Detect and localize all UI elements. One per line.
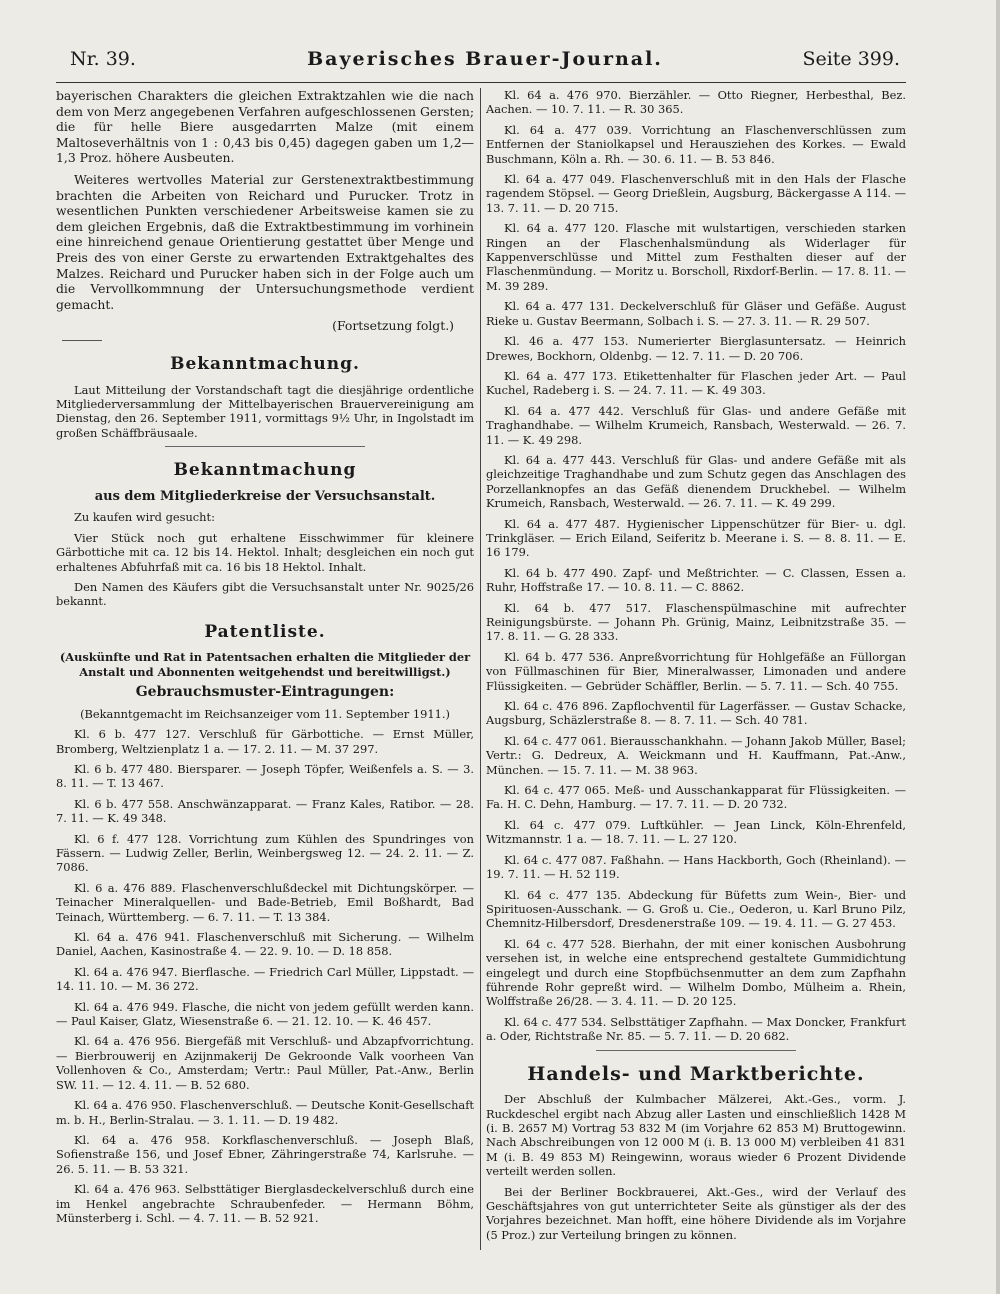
patent-entry: Kl. 64 c. 477 087. Faßhahn. — Hans Hackborth, Goch (Rheinland). — 19. 7. 11. — H. 52 119. [486,852,906,882]
subsection-note: (Bekanntgemacht im Reichsanzeiger vom 11. September 1911.) [80,706,450,721]
patent-entry: Kl. 6 f. 477 128. Vorrichtung zum Kühlen des Spundringes von Fässern. — Ludwig Zeller, Berlin, Weinbergsweg 12. — 24. 2. 11. — Z. 7086. [56,831,474,875]
patent-entry: Kl. 64 a. 476 950. Flaschenverschluß. — Deutsche Konit-Gesellschaft m. b. H., Berlin-Stralau. — 3. 1. 11. — D. 19 482. [56,1098,474,1127]
patent-entry: Kl. 64 a. 476 956. Biergefäß mit Verschluß- und Abzapfvorrichtung. — Bierbrouwerij en Azijnmakerij De Gekroonde Valk voorheen Van Vollenhoven & Co., Amsterdam; Vertr.: Paul Müller, Pat.-Anw., Berlin SW. 11. — 12. 4. 11. — B. 52 680. [56,1034,474,1092]
patent-entry: Kl. 64 c. 477 065. Meß- und Ausschankapparat für Flüssigkeiten. — Fa. H. C. Dehn, Hamburg. — 17. 7. 11. — D. 20 732. [486,783,906,812]
separator [596,1050,796,1051]
article-paragraph: bayerischen Charakters die gleichen Extraktzahlen wie die nach dem von Merz angegebenen Verfahren aufgeschlossenen Gersten; die für helle Biere ausgedarrten Malze (mit einem Maltoseverhältnis von 1 : 0,43 bis 0,45) dagegen gaben um 1,2—1,3 Proz. höhere Ausbeuten. [56,88,474,166]
patent-entry: Kl. 64 a. 477 131. Deckelverschluß für Gläser und Gefäße. August Rieke u. Gustav Beermann, Solbach i. S. — 27. 3. 11. — R. 29 507. [486,299,906,328]
issue-number: Nr. 39. [70,48,136,70]
separator [62,340,102,341]
patent-entry: Kl. 6 a. 476 889. Flaschenverschlußdeckel mit Dichtungskörper. — Teinacher Mineralquellen- und Bade-Betrieb, Emil Boßhardt, Bad Teinach, Württemberg. — 6. 7. 11. — T. 13 384. [56,880,474,924]
patent-entry: Kl. 64 a. 477 487. Hygienischer Lippenschützer für Bier- u. dgl. Trinkgläser. — Erich Eiland, Seiferitz b. Meerane i. S. — 8. 8. 11. — E. 16 179. [486,516,906,560]
patent-entry: Kl. 6 b. 477 480. Biersparer. — Joseph Töpfer, Weißenfels a. S. — 3. 8. 11. — T. 13 467. [56,761,474,791]
patent-entry: Kl. 64 a. 477 443. Verschluß für Glas- und andere Gefäße mit als gleichzeitige Traghandhabe und zum Schutz gegen das Anschlagen des Porzellanknopfes an das Gefäß dienendem Druckhebel. — Wilhelm Krumeich, Ransbach, Westerwald. — 26. 7. 11. — K. 49 299. [486,452,906,511]
patent-entries-left [56,727,474,1225]
section-title: Handels- und Marktberichte. [527,1062,865,1085]
patent-entry: Kl. 64 c. 477 061. Bierausschankhahn. — Johann Jakob Müller, Basel; Vertr.: G. Dedreux, A. Weickmann und H. Kauffmann, Pat.-Anw., München. — 15. 7. 11. — M. 38 963. [486,733,906,777]
patent-entry: Kl. 64 c. 476 896. Zapflochventil für Lagerfässer. — Gustav Schacke, Augsburg, Schäzlerstraße 8. — 8. 7. 11. — Sch. 40 781. [486,699,906,728]
patent-entry: Kl. 64 a. 477 039. Vorrichtung an Flaschenverschlüssen zum Entfernen der Staniolkapsel und Herausziehen des Korkes. — Ewald Buschmann, Köln a. Rh. — 30. 6. 11. — B. 53 846. [486,122,906,166]
patent-entry: Kl. 64 a. 476 963. Selbsttätiger Bierglasdeckelverschluß durch eine im Henkel angebrachte Schraubenfeder. — Hermann Böhm, Münsterberg i. Schl. — 4. 7. 11. — B. 52 921. [56,1182,474,1225]
patent-entries-right [486,88,906,1044]
section-title: Patentliste. [204,621,326,642]
announcement-line: Zu kaufen wird gesucht: [74,510,215,525]
patent-entry: Kl. 64 a. 476 958. Korkflaschenverschluß. — Joseph Blaß, Sofienstraße 156, und Josef Ebner, Zähringerstraße 74, Karlsruhe. — 26. 5. 11. — B. 53 321. [56,1132,474,1176]
patent-entry: Kl. 64 c. 477 534. Selbsttätiger Zapfhahn. — Max Doncker, Frankfurt a. Oder, Richtstraße Nr. 85. — 5. 7. 11. — D. 20 682. [486,1014,906,1044]
trade-report: Der Abschluß der Kulmbacher Mälzerei, Akt.-Ges., vorm. J. Ruckdeschel ergibt nach Abzug aller Lasten und einschließlich 1428 M (i. B. 2657 M) Vortrag 53 832 M (im Vorjahre 62 853 M) Bruttogewinn. Nach Abschreibungen von 12 000 M (i. B. 13 000 M) verbleiben 41 831 M (i. B. 49 853 M) Reingewinn, woraus wieder 6 Prozent Dividende verteilt werden sollen. [486,1092,906,1179]
announcement-text: Laut Mitteilung der Vorstandschaft tagt die diesjährige ordentliche Mitgliederversammlung der Mittelbayerischen Brauervereinigung am Dienstag, den 26. September 1911, vormittags 9½ Uhr, in Ingolstadt im großen Schäffbräusaale. [56,382,474,440]
patent-entry: Kl. 64 a. 476 970. Bierzähler. — Otto Riegner, Herbesthal, Bez. Aachen. — 10. 7. 11. — R. 30 365. [486,88,906,117]
announcement-text: Den Namen des Käufers gibt die Versuchsanstalt unter Nr. 9025/26 bekannt. [56,579,474,609]
separator [165,446,365,447]
patent-entry: Kl. 64 c. 477 135. Abdeckung für Büfetts zum Wein-, Bier- und Spirituosen-Ausschank. — G. Groß u. Cie., Oederon, u. Karl Bruno Pilz, Chemnitz-Hilbersdorf, Dresdenerstraße 109. — 19. 4. 11. — G. 27 453. [486,887,906,931]
patent-entry: Kl. 64 b. 477 517. Flaschenspülmaschine mit aufrechter Reinigungsbürste. — Johann Ph. Grünig, Mainz, Leibnitzstraße 35. — 17. 8. 11. — G. 28 333. [486,600,906,644]
patent-entry: Kl. 64 a. 476 947. Bierflasche. — Friedrich Carl Müller, Lippstadt. — 14. 11. 10. — M. 36 272. [56,964,474,994]
patent-entry: Kl. 64 a. 477 442. Verschluß für Glas- und andere Gefäße mit Traghandhabe. — Wilhelm Krumeich, Ransbach, Westerwald. — 26. 7. 11. — K. 49 298. [486,403,906,447]
column-divider [480,88,481,1250]
article-paragraph: Weiteres wertvolles Material zur Gerstenextraktbestimmung brachten die Arbeiten von Reichard und Purucker. Trotz in wesentlichen Punkten verschiedener Arbeitsweise kamen sie zu dem gleichen Ergebnis, daß die Extraktbestimmung im vorhinein eine hinreichend genaue Orientierung gestattet über Menge und Preis des von einer Gerste zu erwartenden Extraktgehaltes des Malzes. Reichard und Purucker haben sich in der Folge auch um die Vervollkommnung der Untersuchungsmethode verdient gemacht. [56,171,474,312]
patent-entry: Kl. 64 a. 477 120. Flasche mit wulstartigen, verschieden starken Ringen an der Flaschenhalsmündung als Widerlager für Kappenverschlüsse und Mittel zum Festhalten dieser auf der Flaschenmündung. — Moritz u. Borscholl, Rixdorf-Berlin. — 17. 8. 11. — M. 39 289. [486,221,906,293]
page-number: Seite 399. [802,48,900,70]
patent-entry: Kl. 64 a. 476 941. Flaschenverschluß mit Sicherung. — Wilhelm Daniel, Aachen, Kasinostraße 4. — 22. 9. 10. — D. 18 858. [56,930,474,959]
announcement-text: Vier Stück noch gut erhaltene Eisschwimmer für kleinere Gärbottiche mit ca. 12 bis 14. Hektol. Inhalt; desgleichen ein noch gut erhaltenes Abfuhrfaß mit ca. 16 bis 18 Hektol. Inhalt. [56,530,474,574]
patent-entry: Kl. 64 b. 477 536. Anpreßvorrichtung für Hohlgefäße an Füllorgan von Füllmaschinen für Bier, Mineralwasser, Limonaden und andere Flüssigkeiten. — Gebrüder Schäffler, Berlin. — 5. 7. 11. — Sch. 40 755. [486,649,906,693]
left-column [56,88,474,1248]
patent-entry: Kl. 64 a. 477 049. Flaschenverschluß mit in den Hals der Flasche ragendem Stöpsel. — Georg Drießlein, Augsburg, Bäckergasse A 114. — 13. 7. 11. — D. 20 715. [486,172,906,215]
patent-entry: Kl. 6 b. 477 558. Anschwänzapparat. — Franz Kales, Ratibor. — 28. 7. 11. — K. 49 348. [56,796,474,826]
scan-edge [996,0,1000,1294]
right-column [486,88,906,1248]
trade-report: Bei der Berliner Bockbrauerei, Akt.-Ges., wird der Verlauf des Geschäftsjahres von gut unterrichteter Seite als günstiger als der des Vorjahres bezeichnet. Man hofft, eine höhere Dividende als im Vorjahre (5 Proz.) zur Verteilung bringen zu können. [486,1184,906,1242]
patent-entry: Kl. 64 b. 477 490. Zapf- und Meßtrichter. — C. Classen, Essen a. Ruhr, Hoffstraße 17. — 10. 8. 11. — C. 8862. [486,565,906,595]
continued-note: (Fortsetzung folgt.) [332,318,454,334]
patent-entry: Kl. 64 c. 477 079. Luftkühler. — Jean Linck, Köln-Ehrenfeld, Witzmannstr. 1 a. — 18. 7. 11. — L. 27 120. [486,817,906,847]
subsection-title: Gebrauchsmuster-Eintragungen: [135,684,395,701]
announcement-title: Bekanntmachung. [170,353,360,374]
patent-entry: Kl. 46 a. 477 153. Numerierter Bierglasuntersatz. — Heinrich Drewes, Bockhorn, Oldenbg. — 12. 7. 11. — D. 20 706. [486,334,906,363]
patent-entry: Kl. 64 a. 477 173. Etikettenhalter für Flaschen jeder Art. — Paul Kuchel, Radeberg i. S. — 24. 7. 11. — K. 49 303. [486,368,906,398]
announcement-title: Bekanntmachung [173,460,357,481]
journal-title: Bayerisches Brauer-Journal. [307,48,663,70]
patent-entry: Kl. 6 b. 477 127. Verschluß für Gärbottiche. — Ernst Müller, Bromberg, Weltzienplatz 1 a. — 17. 2. 11. — M. 37 297. [56,727,474,756]
section-note: (Auskünfte und Rat in Patentsachen erhalten die Mitglieder der Anstalt und Abonnenten weitgehendst und bereitwilligst.) [59,650,471,679]
page-header [70,44,900,78]
patent-entry: Kl. 64 c. 477 528. Bierhahn, der mit einer konischen Ausbohrung versehen ist, in welche eine entsprechend gestaltete Gummidichtung eingelegt und durch eine Stopfbüchsenmutter an dem zum Zapfhahn führende Rohr gepreßt wird. — Wilhelm Dombo, Mülheim a. Rhein, Wolffstraße 26/28. — 3. 4. 11. — D. 20 125. [486,936,906,1009]
patent-entry: Kl. 64 a. 476 949. Flasche, die nicht von jedem gefüllt werden kann. — Paul Kaiser, Glatz, Wiesenstraße 6. — 21. 12. 10. — K. 46 457. [56,999,474,1029]
header-rule [56,82,906,83]
announcement-subtitle: aus dem Mitgliederkreise der Versuchsanstalt. [94,488,436,504]
